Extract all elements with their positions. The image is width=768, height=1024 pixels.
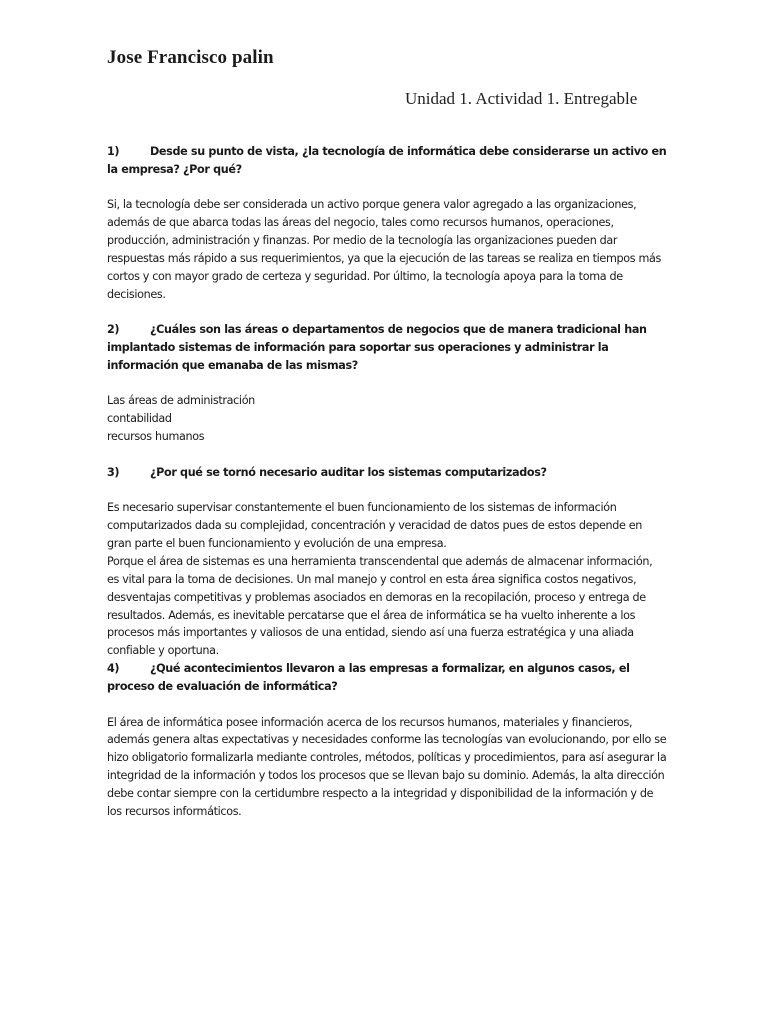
question-4 <box>107 660 667 696</box>
answer-2-line-3: recursos humanos <box>107 430 205 444</box>
answer-3-paragraph-2: Porque el área de sistemas es una herramienta transcendental que además de almacenar información, es vital para la toma de decisiones. Un mal manejo y control en esta área significa costos negativos, desventajas competitivas y problemas asociados en demoras en la recopilación, proceso y entrega de resultados. Además, es inevitable percatarse que el área de informática se ha vuelto inherente a los procesos más importantes y valiosos de una entidad, siendo así una fuerza estratégica y una aliada confiable y oportuna. <box>107 554 653 658</box>
question-2-text: ¿Cuáles son las áreas o departamentos de negocios que de manera tradicional han implantado sistemas de información para soportar sus operaciones y administrar la información que emanaba de las mismas? <box>107 323 647 373</box>
question-4-number: 4) <box>107 662 120 676</box>
answer-2-line-2: contabilidad <box>107 412 172 426</box>
document-subtitle: Unidad 1. Actividad 1. Entregable <box>405 89 638 108</box>
document-body <box>107 143 667 821</box>
author-name: Jose Francisco palin <box>107 47 274 68</box>
question-2 <box>107 321 667 375</box>
question-3-text: ¿Por qué se tornó necesario auditar los sistemas computarizados? <box>150 465 547 479</box>
answer-1: Si, la tecnología debe ser considerada un activo porque genera valor agregado a las organizaciones, además de que abarca todas las áreas del negocio, tales como recursos humanos, operaciones, producción, administración y finanzas. Por medio de la tecnología las organizaciones pueden dar respuestas más rápido a sus requerimientos, ya que la ejecución de las tareas se realiza en tiempos más cortos y con mayor grado de certeza y seguridad. Por último, la tecnología apoya para la toma de decisiones. <box>107 198 661 301</box>
question-1-text: Desde su punto de vista, ¿la tecnología de informática debe considerarse un activo en la empresa? ¿Por qué? <box>107 145 667 176</box>
question-1 <box>107 143 667 179</box>
answer-4: El área de informática posee información acerca de los recursos humanos, materiales y financieros, además genera altas expectativas y necesidades conforme las tecnologías van evolucionando, por ello se hizo obligatorio formalizarla mediante controles, métodos, políticas y procedimientos, para así asegurar la integridad de la información y todos los procesos que se llevan bajo su dominio. Además, la alta dirección debe contar siempre con la certidumbre respecto a la integridad y disponibilidad de la información y de los recursos informáticos. <box>107 715 667 819</box>
answer-2-line-1: Las áreas de administración <box>107 394 255 408</box>
question-4-text: ¿Qué acontecimientos llevaron a las empresas a formalizar, en algunos casos, el proceso de evaluación de informática? <box>107 662 630 694</box>
question-3-number: 3) <box>107 465 120 479</box>
question-2-number: 2) <box>107 323 120 337</box>
answer-3-paragraph-1: Es necesario supervisar constantemente el buen funcionamiento de los sistemas de información computarizados dada su complejidad, concentración y veracidad de datos pues de estos depende en gran parte el buen funcionamiento y evolución de una empresa. <box>107 501 642 550</box>
question-3 <box>107 464 667 482</box>
question-1-number: 1) <box>107 145 120 158</box>
